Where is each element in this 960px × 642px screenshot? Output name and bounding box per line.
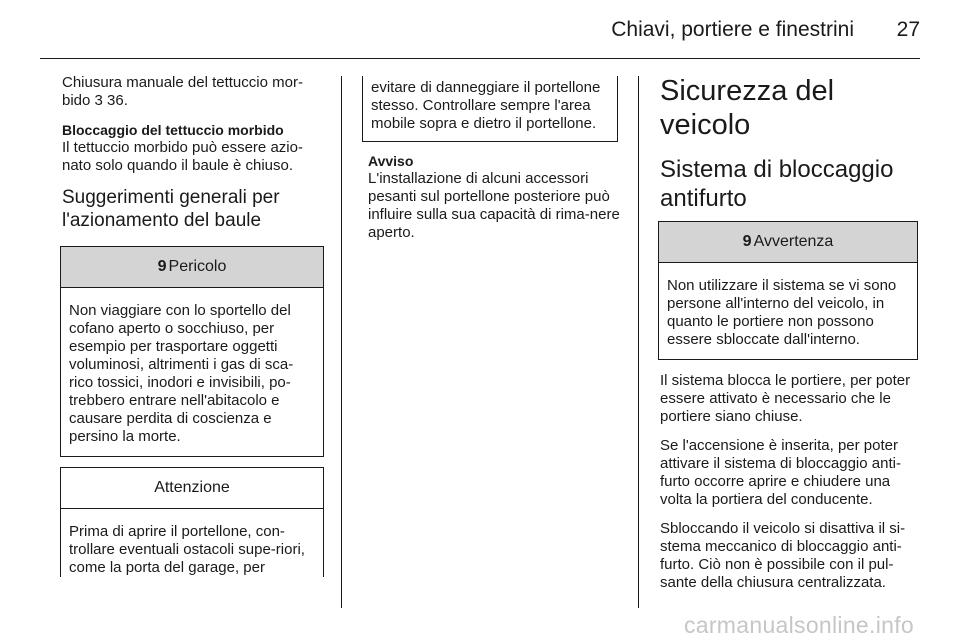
caution-text-continued: evitare di danneggiare il portellone stesso. Controllare sempre l'area mobile sopra e dietro il portellone. <box>371 79 601 132</box>
warning-title: Avvertenza <box>753 233 834 250</box>
subsection-title: Sistema di bloccaggio antifurto <box>660 156 894 212</box>
caution-title: Attenzione <box>154 479 230 496</box>
header-rule <box>40 58 920 59</box>
soft-top-manual-reference: Chiusura manuale del tettuccio mor-bido 3 36. <box>62 74 303 109</box>
column-divider-2 <box>638 76 639 608</box>
notice-text: L'installazione di alcuni accessori pesanti sul portellone posteriore può influire sulla sua capacità di rima-nere aperto. <box>368 170 620 241</box>
anti-theft-paragraph-1: Il sistema blocca le portiere, per poter essere attivato è necessario che le portiere siano chiuse. <box>660 372 911 425</box>
warning-text: Non utilizzare il sistema se vi sono persone all'interno del veicolo, in quanto le portiere non possono essere sbloccate dall'interno. <box>667 277 897 348</box>
soft-top-text: Il tettuccio morbido può essere azio-nato solo quando il baule è chiuso. <box>62 139 303 174</box>
watermark: carmanualsonline.info <box>683 612 914 638</box>
column-divider-1 <box>341 76 342 608</box>
caution-box-continued <box>362 76 618 142</box>
warning-box <box>658 221 918 360</box>
warning-box-header <box>659 222 917 263</box>
caution-text: Prima di aprire il portellone, con-trollare eventuali ostacoli supe-riori, come la porta del garage, per <box>69 523 305 576</box>
soft-top-heading: Bloccaggio del tettuccio morbido <box>62 122 284 138</box>
column-2 <box>368 76 624 242</box>
header-title: Chiavi, portiere e finestrini <box>611 18 854 41</box>
column-3 <box>660 74 918 592</box>
anti-theft-paragraph-3: Sbloccando il veicolo si disattiva il si-stema meccanico di bloccaggio anti-furto. Ciò non è possibile con il pul-sante della chiusura centralizzata. <box>660 520 906 591</box>
caution-box <box>60 467 324 577</box>
tips-heading: Suggerimenti generali per l'azionamento del baule <box>62 187 280 231</box>
warning-triangle-icon: 9 <box>742 233 752 250</box>
notice-heading: Avviso <box>368 153 414 169</box>
anti-theft-paragraph-2: Se l'accensione è inserita, per poter attivare il sistema di bloccaggio anti-furto occorre aprire e chiudere una volta la portiera del conducente. <box>660 437 901 508</box>
page-header <box>0 0 960 58</box>
page-ref-triangle-icon: 3 <box>94 92 103 109</box>
warning-triangle-icon: 9 <box>157 258 167 275</box>
danger-title: Pericolo <box>168 258 227 275</box>
danger-box-header <box>61 247 323 288</box>
caution-box-header <box>61 468 323 509</box>
danger-text: Non viaggiare con lo sportello del cofano aperto o socchiuso, per esempio per trasportare oggetti voluminosi, altrimenti i gas di sca-rico tossici, inodori e invisibili, po-trebbero entrare nell'abitacolo e causare perdita di coscienza e persino la morte. <box>69 302 294 445</box>
section-title: Sicurezza del veicolo <box>660 75 835 141</box>
column-1 <box>62 74 324 577</box>
danger-box <box>60 246 324 457</box>
page-number: 27 <box>896 18 920 41</box>
